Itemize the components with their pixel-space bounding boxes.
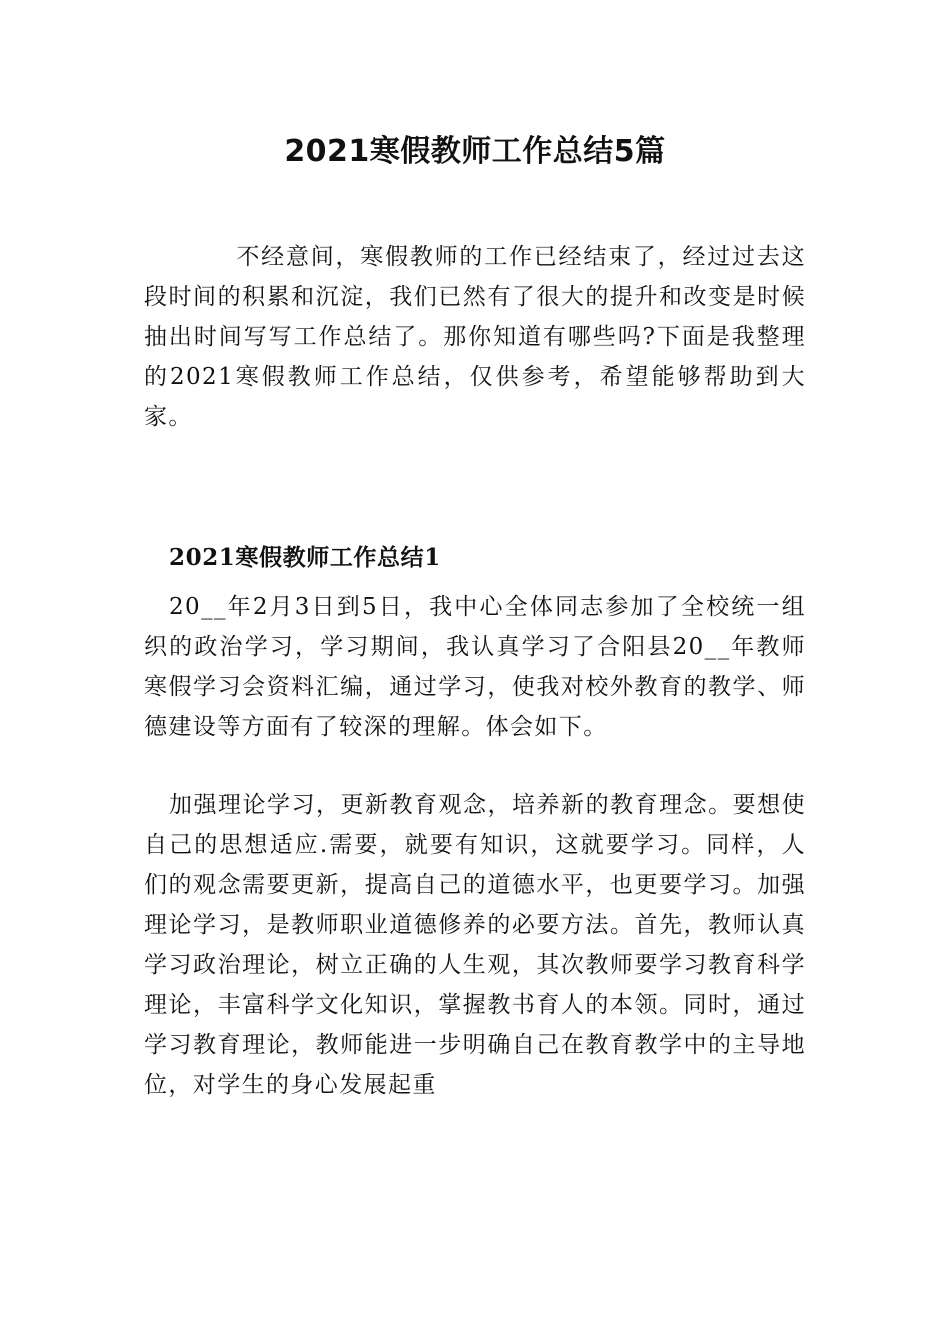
section-heading: 2021寒假教师工作总结1 bbox=[169, 544, 441, 571]
body-paragraph: 加强理论学习，更新教育观念，培养新的教育理念。要想使自己的思想适应.需要，就要有知识，这就要学习。同样，人们的观念需要更新，提高自己的道德水平，也更要学习。加强理论学习，是教师职业道德修养的必要方法。首先，教师认真学习政治理论，树立正确的人生观，其次教师要学习教育科学理论，丰富科学文化知识，掌握教书育人的本领。同时，通过学习教育理论，教师能进一步明确自己在教育教学中的主导地位，对学生的身心发展起重 bbox=[144, 792, 806, 1098]
document-title: 2021寒假教师工作总结5篇 bbox=[284, 134, 666, 169]
body-paragraph: 20__年2月3日到5日，我中心全体同志参加了全校统一组织的政治学习，学习期间，我认真学习了合阳县20__年教师寒假学习会资料汇编，通过学习，使我对校外教育的教学、师德建设等方面有了较深的理解。体会如下。 bbox=[144, 594, 806, 740]
intro-paragraph bbox=[144, 237, 806, 437]
intro-text: 不经意间，寒假教师的工作已经结束了，经过过去这段时间的积累和沉淀，我们已然有了很大的提升和改变是时候抽出时间写写工作总结了。那你知道有哪些吗?下面是我整理的2021寒假教师工作总结，仅供参考，希望能够帮助到大家。 bbox=[144, 244, 806, 430]
